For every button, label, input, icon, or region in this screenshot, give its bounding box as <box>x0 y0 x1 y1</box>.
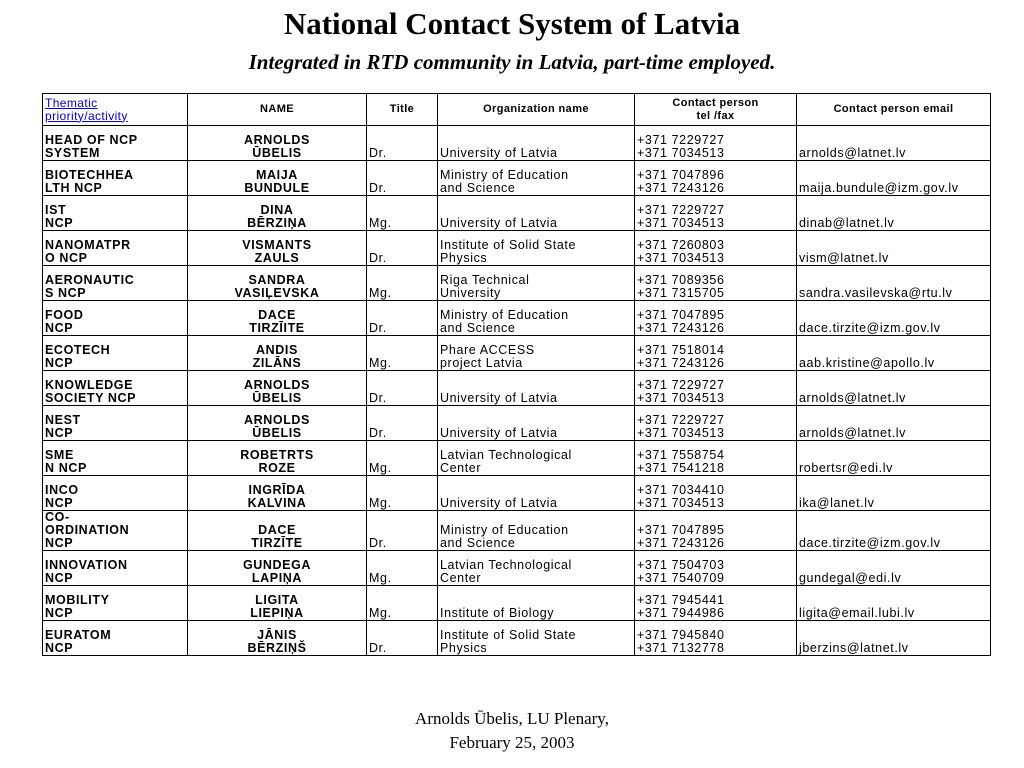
cell-phone-fax: +371 7945840 +371 7132778 <box>635 621 797 656</box>
cell-title: Mg. <box>367 441 438 476</box>
cell-organization: Institute of Solid State Physics <box>438 231 635 266</box>
cell-name: LIGITA LIEPIŅA <box>188 586 367 621</box>
cell-name: VISMANTS ZAULS <box>188 231 367 266</box>
cell-thematic-priority: MOBILITY NCP <box>43 586 188 621</box>
cell-email: jberzins@latnet.lv <box>797 621 991 656</box>
cell-phone-fax: +371 7034410 +371 7034513 <box>635 476 797 511</box>
cell-thematic-priority: AERONAUTIC S NCP <box>43 266 188 301</box>
cell-title: Dr. <box>367 161 438 196</box>
cell-title: Mg. <box>367 196 438 231</box>
cell-email: vism@latnet.lv <box>797 231 991 266</box>
cell-name: DACE TIRZĪITE <box>188 301 367 336</box>
header-title: Title <box>367 94 438 126</box>
cell-email: aab.kristine@apollo.lv <box>797 336 991 371</box>
cell-title: Dr. <box>367 406 438 441</box>
cell-thematic-priority: NEST NCP <box>43 406 188 441</box>
cell-thematic-priority: IST NCP <box>43 196 188 231</box>
cell-name: JĀNIS BĒRZIŅŠ <box>188 621 367 656</box>
cell-title: Dr. <box>367 621 438 656</box>
header-name: NAME <box>188 94 367 126</box>
table-row <box>43 336 991 371</box>
cell-title: Dr. <box>367 511 438 551</box>
cell-phone-fax: +371 7047895 +371 7243126 <box>635 301 797 336</box>
cell-thematic-priority: ECOTECH NCP <box>43 336 188 371</box>
cell-organization: Latvian Technological Center <box>438 551 635 586</box>
cell-title: Dr. <box>367 301 438 336</box>
cell-phone-fax: +371 7260803 +371 7034513 <box>635 231 797 266</box>
cell-thematic-priority: HEAD OF NCP SYSTEM <box>43 126 188 161</box>
slide-title: National Contact System of Latvia <box>283 6 741 41</box>
cell-thematic-priority: CO- ORDINATION NCP <box>43 511 188 551</box>
table-row <box>43 231 991 266</box>
table-row <box>43 406 991 441</box>
cell-title: Mg. <box>367 266 438 301</box>
cell-organization: Institute of Biology <box>438 586 635 621</box>
cell-email: arnolds@latnet.lv <box>797 126 991 161</box>
cell-email: sandra.vasilevska@rtu.lv <box>797 266 991 301</box>
cell-thematic-priority: KNOWLEDGE SOCIETY NCP <box>43 371 188 406</box>
table-row <box>43 266 991 301</box>
cell-organization: Ministry of Education and Science <box>438 511 635 551</box>
table-row <box>43 126 991 161</box>
cell-email: dace.tirzite@izm.gov.lv <box>797 301 991 336</box>
cell-title: Dr. <box>367 126 438 161</box>
cell-thematic-priority: INNOVATION NCP <box>43 551 188 586</box>
cell-phone-fax: +371 7089356 +371 7315705 <box>635 266 797 301</box>
cell-phone-fax: +371 7229727 +371 7034513 <box>635 126 797 161</box>
cell-title: Mg. <box>367 551 438 586</box>
cell-thematic-priority: BIOTECHHEA LTH NCP <box>43 161 188 196</box>
cell-thematic-priority: SME N NCP <box>43 441 188 476</box>
cell-title: Dr. <box>367 371 438 406</box>
table-body <box>43 126 991 656</box>
cell-name: SANDRA VASIĻEVSKA <box>188 266 367 301</box>
table-row <box>43 301 991 336</box>
cell-title: Mg. <box>367 586 438 621</box>
cell-email: arnolds@latnet.lv <box>797 371 991 406</box>
footer-author-line: Arnolds Ūbelis, LU Plenary, <box>415 709 609 728</box>
cell-organization: University of Latvia <box>438 196 635 231</box>
header-contact-email: Contact person email <box>797 94 991 126</box>
table-row <box>43 476 991 511</box>
table-row <box>43 161 991 196</box>
cell-email: gundegal@edi.lv <box>797 551 991 586</box>
cell-email: ligita@email.lubi.lv <box>797 586 991 621</box>
cell-email: ika@lanet.lv <box>797 476 991 511</box>
table-row <box>43 586 991 621</box>
cell-phone-fax: +371 7047895 +371 7243126 <box>635 511 797 551</box>
table-row <box>43 511 991 551</box>
cell-thematic-priority: INCO NCP <box>43 476 188 511</box>
cell-name: INGRĪDA KALVINA <box>188 476 367 511</box>
cell-email: dinab@latnet.lv <box>797 196 991 231</box>
cell-organization: Phare ACCESS project Latvia <box>438 336 635 371</box>
cell-name: ROBETRTS ROZE <box>188 441 367 476</box>
cell-name: ARNOLDS ŪBELIS <box>188 126 367 161</box>
footer <box>0 707 1024 755</box>
header-organization: Organization name <box>438 94 635 126</box>
cell-phone-fax: +371 7504703 +371 7540709 <box>635 551 797 586</box>
cell-organization: Ministry of Education and Science <box>438 161 635 196</box>
cell-phone-fax: +371 7945441 +371 7944986 <box>635 586 797 621</box>
cell-organization: University of Latvia <box>438 371 635 406</box>
cell-phone-fax: +371 7229727 +371 7034513 <box>635 196 797 231</box>
cell-organization: University of Latvia <box>438 476 635 511</box>
cell-organization: University of Latvia <box>438 126 635 161</box>
header-contact-phone: Contact person tel /fax <box>635 94 797 126</box>
cell-phone-fax: +371 7229727 +371 7034513 <box>635 406 797 441</box>
cell-title: Mg. <box>367 336 438 371</box>
table-row <box>43 551 991 586</box>
cell-thematic-priority: EURATOM NCP <box>43 621 188 656</box>
cell-name: ARNOLDS ŪBELIS <box>188 371 367 406</box>
cell-phone-fax: +371 7047896 +371 7243126 <box>635 161 797 196</box>
cell-name: DINA BĒRZIŅA <box>188 196 367 231</box>
cell-title: Dr. <box>367 231 438 266</box>
cell-thematic-priority: FOOD NCP <box>43 301 188 336</box>
slide-subtitle: Integrated in RTD community in Latvia, part-time employed. <box>248 50 776 74</box>
cell-phone-fax: +371 7229727 +371 7034513 <box>635 371 797 406</box>
cell-email: arnolds@latnet.lv <box>797 406 991 441</box>
cell-name: GUNDEGA LAPIŅA <box>188 551 367 586</box>
cell-phone-fax: +371 7518014 +371 7243126 <box>635 336 797 371</box>
cell-name: MAIJA BUNDULE <box>188 161 367 196</box>
header-thematic-priority-link[interactable]: Thematic priority/activity <box>43 94 188 126</box>
contact-table <box>42 93 991 656</box>
cell-organization: Latvian Technological Center <box>438 441 635 476</box>
cell-organization: Institute of Solid State Physics <box>438 621 635 656</box>
cell-thematic-priority: NANOMATPR O NCP <box>43 231 188 266</box>
table-header-row <box>43 94 991 126</box>
table-row <box>43 441 991 476</box>
cell-email: robertsr@edi.lv <box>797 441 991 476</box>
cell-name: DACE TIRZĪTE <box>188 511 367 551</box>
cell-organization: Riga Technical University <box>438 266 635 301</box>
cell-title: Mg. <box>367 476 438 511</box>
table-row <box>43 621 991 656</box>
table-row <box>43 196 991 231</box>
cell-organization: Ministry of Education and Science <box>438 301 635 336</box>
cell-name: ANDIS ZILĀNS <box>188 336 367 371</box>
table-row <box>43 371 991 406</box>
cell-name: ARNOLDS ŪBELIS <box>188 406 367 441</box>
cell-organization: University of Latvia <box>438 406 635 441</box>
cell-email: maija.bundule@izm.gov.lv <box>797 161 991 196</box>
footer-date-line: February 25, 2003 <box>449 733 575 752</box>
cell-phone-fax: +371 7558754 +371 7541218 <box>635 441 797 476</box>
cell-email: dace.tirzite@izm.gov.lv <box>797 511 991 551</box>
